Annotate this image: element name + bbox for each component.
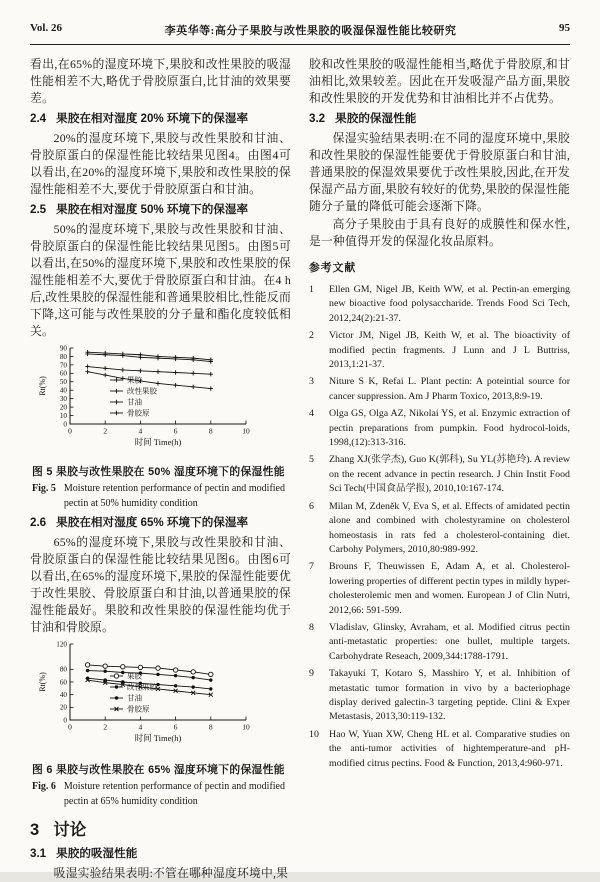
reference-number: 2 xyxy=(309,330,314,342)
reference-item xyxy=(309,453,570,496)
y-axis-label: Rt(%) xyxy=(37,672,47,692)
volume-label: Vol. 26 xyxy=(30,22,62,34)
y-tick-label: 40 xyxy=(59,386,67,395)
reference-number: 3 xyxy=(309,376,314,388)
data-point-marker xyxy=(138,369,142,373)
reference-number: 4 xyxy=(309,408,314,420)
figure-5-caption-cn: 图 5 果胶与改性果胶在 50% 湿度环境下的保湿性能 xyxy=(32,466,285,478)
data-point-marker xyxy=(173,674,176,677)
legend-label: 甘油 xyxy=(126,397,142,407)
section-heading-2-6 xyxy=(30,514,291,532)
chart-legend xyxy=(110,375,157,418)
x-tick-label: 0 xyxy=(67,722,72,732)
x-tick-label: 4 xyxy=(138,722,142,732)
data-point-marker xyxy=(208,672,212,676)
section-number: 3.1 xyxy=(30,847,47,860)
reference-item xyxy=(309,728,570,771)
section-title: 果胶的吸湿性能 xyxy=(56,847,138,860)
reference-number: 7 xyxy=(309,561,314,573)
data-point-marker xyxy=(173,370,177,374)
running-title: 李英华等:高分子果胶与改性果胶的吸湿保湿性能比较研究 xyxy=(164,25,457,37)
data-point-marker xyxy=(138,355,142,359)
x-tick-label: 0 xyxy=(67,426,72,436)
x-tick-label: 8 xyxy=(208,426,213,436)
paragraph: 20%的湿度环境下,果胶与改性果胶和甘油、骨胶原蛋白的保湿性能比较结果见图4。由图4可以看出,在20%的湿度环境下,果胶和改性果胶的保湿性能相差不大,要优于骨胶原蛋白和甘油。 xyxy=(30,131,291,196)
figure-5-caption-en xyxy=(32,482,285,511)
paragraph: 吸湿实验结果表明:不管在哪种湿度环境中,果 xyxy=(53,866,289,880)
reference-item xyxy=(309,375,570,404)
reference-text: Hao W, Yuan XW, Cheng HL et al. Comparative studies on the anti-tumor activities of hightemperature-and pH-modified citrus pectins. Food & Function, 2013,4:960-971. xyxy=(329,728,570,769)
section-number: 2.5 xyxy=(30,203,47,216)
figure-6 xyxy=(30,638,291,809)
section-number: 2.6 xyxy=(30,516,47,529)
paragraph-continuation: 胶和改性果胶的吸湿性能相当,略优于骨胶原,和甘油相比,效果较差。因此在开发吸湿产品方面,果胶和改性果胶的开发优势和甘油相比并不占优势。 xyxy=(309,57,570,105)
data-point-marker xyxy=(138,665,142,669)
data-point-marker xyxy=(103,670,106,673)
data-point-marker xyxy=(208,372,212,376)
x-tick-label: 10 xyxy=(241,722,250,732)
data-point-marker xyxy=(85,669,88,672)
series-果胶 xyxy=(85,663,213,677)
section-title: 果胶的保湿性能 xyxy=(335,112,417,125)
section-number: 2.4 xyxy=(30,112,47,125)
x-tick-label: 2 xyxy=(102,722,107,732)
legend-label: 改性果胶 xyxy=(126,386,157,396)
right-column xyxy=(309,56,570,864)
reference-text: Vladislav, Glinsky, Avraham, et al. Modified citrus pectin anti-metastatic properties: one bullet, multiple targets. Carbohydrate Reseach, 2009,344:1788-1791. xyxy=(329,621,570,662)
data-point-marker xyxy=(156,673,159,676)
reference-item xyxy=(309,667,570,725)
reference-item xyxy=(309,560,570,618)
reference-number: 1 xyxy=(309,284,314,295)
reference-text: Olga GS, Olga AZ, Nikolai YS, et al. Enzymic extraction of pectin preparations from pumpkin. Food hydrocol-loids, 1998,(12):313-316. xyxy=(329,408,570,449)
reference-text: Takayuki T, Kotaro S, Masshiro Y, et al. Inhibition of metastatic tumor formation in vivo by a bacteriophage display derived galectin-3 targeting peptide. Clini & Exper Metastasis, 2013,30:119-132. xyxy=(329,668,570,723)
reference-item xyxy=(309,407,570,450)
legend-label: 骨胶原 xyxy=(126,704,149,714)
y-tick-label: 40 xyxy=(59,691,67,700)
data-point-marker xyxy=(120,368,124,372)
y-tick-label: 20 xyxy=(59,403,67,412)
data-point-marker xyxy=(103,373,107,377)
data-point-marker xyxy=(114,674,118,678)
section-heading-3 xyxy=(30,819,291,841)
section-heading-2-4 xyxy=(30,110,291,128)
reference-number: 9 xyxy=(309,668,314,680)
x-tick-label: 2 xyxy=(102,426,107,436)
data-point-marker xyxy=(114,378,118,382)
y-tick-label: 70 xyxy=(59,361,67,370)
reference-text: Zhang XJ(张学杰), Guo K(郭科), Su YL(苏艳玲). A review on the recent advance in pectin research. J Chin Instit Food Sci Tech(中国食品学报), 2010,10:167-174. xyxy=(329,454,570,495)
figure-5 xyxy=(30,342,291,511)
section-number: 3 xyxy=(30,821,40,839)
x-tick-label: 4 xyxy=(138,426,142,436)
y-tick-label: 10 xyxy=(59,411,67,420)
section-title: 果胶在相对湿度 20% 环境下的保湿率 xyxy=(56,112,249,125)
data-point-marker xyxy=(120,665,124,669)
reference-item xyxy=(309,621,570,664)
data-point-marker xyxy=(121,671,124,674)
reference-text: Ellen GM, Nigel JB, Keith WW, et al. Pectin-an emerging new bioactive food polysaccharide. Trends Food Sci Tech, 2012,24(2):21-37. xyxy=(329,284,570,324)
section-heading-3-1 xyxy=(30,845,291,863)
data-point-marker xyxy=(85,369,89,373)
data-point-marker xyxy=(85,663,89,667)
data-point-marker xyxy=(173,668,177,672)
data-point-marker xyxy=(114,389,118,393)
data-point-marker xyxy=(103,664,107,668)
y-tick-label: 60 xyxy=(59,678,67,687)
legend-label: 甘油 xyxy=(126,693,142,703)
references-heading: 参考文献 xyxy=(309,262,357,274)
legend-label: 改性果胶 xyxy=(126,682,157,692)
data-point-marker xyxy=(85,364,89,368)
y-tick-label: 20 xyxy=(59,703,67,712)
data-point-marker xyxy=(191,371,195,375)
section-heading-2-5 xyxy=(30,201,291,219)
paragraph: 50%的湿度环境下,果胶与改性果胶和甘油、骨胶原蛋白的保湿性能比较结果见图5。由图5可以看出,在50%的湿度环境下,果胶和改性果胶的保湿性能相差不大,要优于骨胶原蛋白和甘油。在4 h后,改性果胶的保湿性能和普通果胶相比,性能反而下降,这可能与改性果胶的分子量和酯化度较低相关。 xyxy=(30,222,291,338)
x-tick-label: 8 xyxy=(208,722,213,732)
legend-label: 果胶 xyxy=(126,671,142,681)
x-axis-label: 时间 Time(h) xyxy=(134,733,181,743)
reference-item xyxy=(309,500,570,558)
page-header xyxy=(30,22,570,45)
y-axis-label: Rt(%) xyxy=(37,376,47,396)
paragraph: 高分子果胶由于具有良好的成膜性和保水性,是一种值得开发的保湿化妆品原料。 xyxy=(309,217,570,248)
paragraph: 保湿实验结果表明:在不同的湿度环境中,果胶和改性果胶的保湿性能要优于骨胶原蛋白和甘油,普通果胶的保湿效果要优于改性果胶,因此,在开发保湿产品方面,果胶有较好的优势,果胶的保湿性能随分子量的降低可能会逐渐下降。 xyxy=(309,131,570,213)
y-tick-label: 30 xyxy=(59,395,67,404)
section-heading-3-2 xyxy=(309,110,570,128)
reference-text: Milan M, Zdeněk V, Eva S, et al. Effects of amidated pectin alone and combined with cholestyramine on cholesterol homeostasis in rats fed a cholesterol-containing diet. Carbohy Polymers, 2010,80:989-992. xyxy=(329,500,570,555)
x-tick-label: 6 xyxy=(173,722,177,732)
data-point-marker xyxy=(173,383,177,387)
data-point-marker xyxy=(114,696,117,699)
figure-6-caption-cn: 图 6 果胶与改性果胶在 65% 湿度环境下的保湿性能 xyxy=(32,764,285,776)
legend-label: 果胶 xyxy=(126,375,142,385)
x-axis-label: 时间 Time(h) xyxy=(134,437,181,447)
y-tick-label: 60 xyxy=(59,369,67,378)
data-point-marker xyxy=(191,676,194,679)
reference-number: 6 xyxy=(309,500,314,512)
data-point-marker xyxy=(114,400,118,404)
figure-label: Fig. 5 xyxy=(32,483,56,494)
left-column xyxy=(30,56,291,880)
figure-caption-text: Moisture retention performance of pectin and modified pectin at 65% humidity condition xyxy=(63,781,285,807)
reference-text: Victor JM, Nigel JB, Keith W, et al. The bioactivity of modified pectin fragments. J Lunn and J L Buttriss, 2013,1:21-37. xyxy=(329,330,570,371)
data-point-marker xyxy=(114,685,117,688)
paragraph-continuation: 看出,在65%的湿度环境下,果胶和改性果胶的吸湿性能相差不大,略优于骨胶原蛋白,比甘油的效果要差。 xyxy=(30,57,291,105)
two-column-body xyxy=(30,56,570,880)
paragraph: 65%的湿度环境下,果胶与改性果胶和甘油、骨胶原蛋白的保湿性能比较结果见图6。由图6可以看出,在65%的湿度环境下,果胶的保湿性能要优于改性果胶、骨胶原蛋白和甘油,以普通果胶的保湿性能最好。果胶和改性果胶的保湿性能均优于甘油和骨胶原。 xyxy=(30,535,291,634)
data-point-marker xyxy=(155,381,159,385)
reference-number: 10 xyxy=(309,728,319,740)
data-point-marker xyxy=(191,685,194,688)
y-tick-label: 50 xyxy=(59,378,67,387)
y-tick-label: 90 xyxy=(59,344,67,353)
section-number: 3.2 xyxy=(309,112,326,125)
reference-number: 5 xyxy=(309,454,314,466)
y-tick-label: 80 xyxy=(59,665,67,674)
figure-label: Fig. 6 xyxy=(32,781,56,792)
page-number: 95 xyxy=(558,22,570,34)
reference-text: Brouns F, Theuwissen E, Adam A, et al. Cholesterol-lowering properties of different pectin types in mildly hyper-cholesterolemic men and women. European J of Clin Nutri, 2012,66: 591-599. xyxy=(329,561,570,616)
section-title: 果胶在相对湿度 50% 环境下的保湿率 xyxy=(56,203,249,216)
y-tick-label: 0 xyxy=(62,716,67,725)
data-point-marker xyxy=(155,369,159,373)
data-point-marker xyxy=(114,411,118,415)
x-tick-label: 10 xyxy=(241,426,250,436)
y-tick-label: 120 xyxy=(55,640,67,649)
data-point-marker xyxy=(155,666,159,670)
x-tick-label: 6 xyxy=(173,426,177,436)
figure-caption-text: Moisture retention performance of pectin and modified pectin at 50% humidity condition xyxy=(63,483,285,509)
data-point-marker xyxy=(191,670,195,674)
figure-6-caption-en xyxy=(32,780,285,809)
reference-number: 8 xyxy=(309,621,314,633)
reference-item xyxy=(309,329,570,372)
reference-text: Niture S K, Refai L. Plant pectin: A poteintial source for cancer suppression. Am J Pharm Toxico, 2013,8:9-19. xyxy=(329,376,570,402)
y-tick-label: 0 xyxy=(62,420,67,429)
section-title: 果胶在相对湿度 65% 环境下的保湿率 xyxy=(56,516,249,529)
section-title: 讨论 xyxy=(53,821,87,839)
data-point-marker xyxy=(103,366,107,370)
data-point-marker xyxy=(191,385,195,389)
data-point-marker xyxy=(209,678,212,681)
figure-6-chart xyxy=(36,638,286,762)
data-point-marker xyxy=(208,386,212,390)
figure-5-chart xyxy=(36,342,286,464)
chart-legend xyxy=(110,671,157,714)
y-tick-label: 80 xyxy=(59,352,67,361)
references-list xyxy=(309,283,570,771)
legend-label: 骨胶原 xyxy=(126,408,149,418)
reference-item xyxy=(309,283,570,326)
data-point-marker xyxy=(173,684,176,687)
data-point-marker xyxy=(209,687,212,690)
